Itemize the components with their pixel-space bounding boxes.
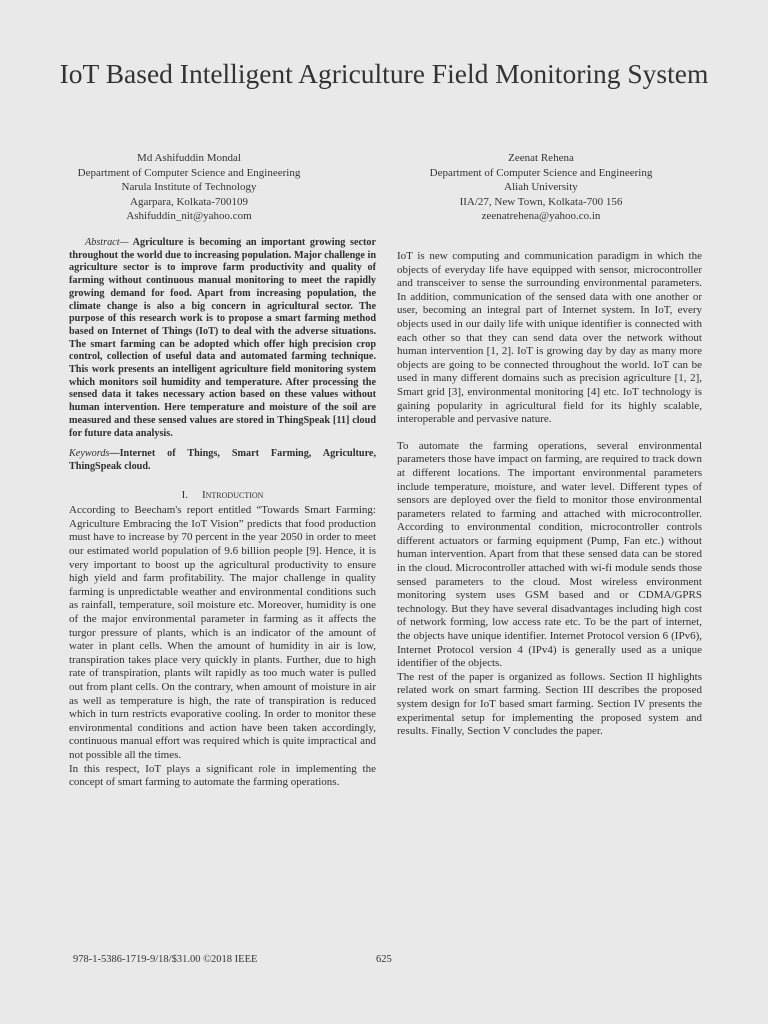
left-column: [69, 237, 376, 790]
author-name: Md Ashifuddin Mondal: [137, 152, 241, 164]
right-paragraph-1: IoT is new computing and communication paradigm in which the objects of everyday life have equipped with sensor, microcontroller and transceiver to sense the surrounding environmental parameters. In addition, communication of the sensed data with one another or user, becoming an integral part of Internet system. In IoT, every objects used in our daily life with unique identifier is connected with each other so that they can send data over the network without human intervention [1, 2]. IoT is growing day by day as many more objects are going to be connected throughout the world. IoT can be used in many different domains such as precision agriculture [1, 2], Smart grid [3], environmental monitoring [4] etc. IoT technology is gaining popularity in agricultural field for its highly scalable, interoperable and pervasive nature.: [397, 250, 702, 426]
author-department: Department of Computer Science and Engineering: [77, 166, 301, 179]
section-heading-introduction: [69, 489, 376, 503]
author-email: zeenatrehena@yahoo.co.in: [481, 210, 601, 222]
paper-title: IoT Based Intelligent Agriculture Field Monitoring System: [59, 58, 709, 89]
author-block-1: [24, 151, 354, 224]
keywords-text: —Internet of Things, Smart Farming, Agriculture, ThingSpeak cloud.: [69, 448, 376, 472]
keywords: [69, 448, 376, 473]
abstract-label: Abstract—: [85, 237, 129, 248]
abstract: [69, 237, 376, 440]
right-column: [397, 250, 702, 739]
keywords-label: Keywords: [69, 448, 110, 460]
right-paragraph-3: The rest of the paper is organized as follows. Section II highlights related work on smart farming. Section III describes the proposed system design for IoT based smart farming. Section IV presents the experimental setup for implementing the proposed system and results. Finally, Section V concludes the paper.: [397, 670, 702, 738]
right-paragraph-2: To automate the farming operations, several environmental parameters those have impact on farming, are required to track down at different locations. The important environmental parameters include temperature, moisture, and water level. Different types of sensors are deployed over the field to monitor those environmental parameters related to farming and attached with microcontroller. According to environmental condition, microcontroller controls different actuators or farming equipment (Pump, Fan etc.) without human intervention. Apart from that these sensed data can be stored in the cloud. Microcontroller attached with wi-fi module sends those sensed parameters to the cloud. Most wireless environment monitoring system uses GSM based and or CDMA/GPRS technology. But they have several disadvantages including high cost of network forming, low access rate etc. To be the part of internet, the objects have unique identifier. Internet Protocol version 6 (IPv6), Internet Protocol version 4 (IPv4) is generally used as a unique identifier of the objects.: [397, 439, 702, 670]
footer-copyright: 978-1-5386-1719-9/18/$31.00 ©2018 IEEE: [73, 954, 258, 965]
author-block-2: [376, 151, 706, 224]
author-address: Agarpara, Kolkata-700109: [130, 195, 248, 208]
author-address: IIA/27, New Town, Kolkata-700 156: [459, 195, 623, 208]
author-institution: Aliah University: [504, 181, 578, 193]
author-email: Ashifuddin_nit@yahoo.com: [126, 210, 252, 222]
page-number: 625: [376, 954, 392, 965]
abstract-text: Agriculture is becoming an important growing sector throughout the world due to increasing population. Major challenge in agriculture sector is to improve farm productivity and quality of farming without continuous manual monitoring to meet the rapidly growing demand for food. Apart from increasing population, the climate change is also a big concern in agricultural sector. The purpose of this research work is to propose a smart farming method based on Internet of Things (IoT) to deal with the adverse situations. The smart farming can be adopted which offer high precision crop control, collection of useful data and automated farming technique. This work presents an intelligent agriculture field monitoring system which monitors soil humidity and temperature. After processing the sensed data it takes necessary action based on these values without human intervention. Here temperature and moisture of the soil are measured and these sensed values are stored in ThingSpeak [11] cloud for future data analysis.: [69, 237, 376, 439]
author-name: Zeenat Rehena: [508, 152, 574, 164]
section-number: I.: [181, 488, 188, 501]
author-institution: Narula Institute of Technology: [121, 181, 257, 193]
author-department: Department of Computer Science and Engineering: [429, 166, 653, 179]
intro-paragraph-2: In this respect, IoT plays a significant role in implementing the concept of smart farming to automate the farming operations.: [69, 762, 376, 789]
intro-paragraph-1: According to Beecham's report entitled “Towards Smart Farming: Agriculture Embracing the IoT Vision” predicts that food production must have to increase by 70 percent in the year 2050 in order to meet our estimated world population of 9.6 billion people [9]. Hence, it is very important to boost up the agricultural productivity to ensure high yield and farm profitability. The major challenge in quality farming is unpredictable weather and environmental conditions such as rainfall, temperature, soil moisture etc. Moreover, humidity is one of the major environmental parameter in farming as it affects the turgor pressure of plants, which is an indicator of the amount of water in plant cells. When the amount of humidity in air is low, transpiration takes place very quickly in plants. Further, due to high rate of transpiration, plants wilt rapidly as too much water is pulled out from plant cells. On the contrary, when amount of moisture in air as well as temperature is high, the rate of transpiration is reduced which in turn restricts evaporative cooling. In order to monitor these environmental conditions and action have been taken accordingly, continuous manual effort was required which is quite impractical and not possible all the times.: [69, 504, 376, 761]
section-title: Introduction: [201, 488, 264, 501]
